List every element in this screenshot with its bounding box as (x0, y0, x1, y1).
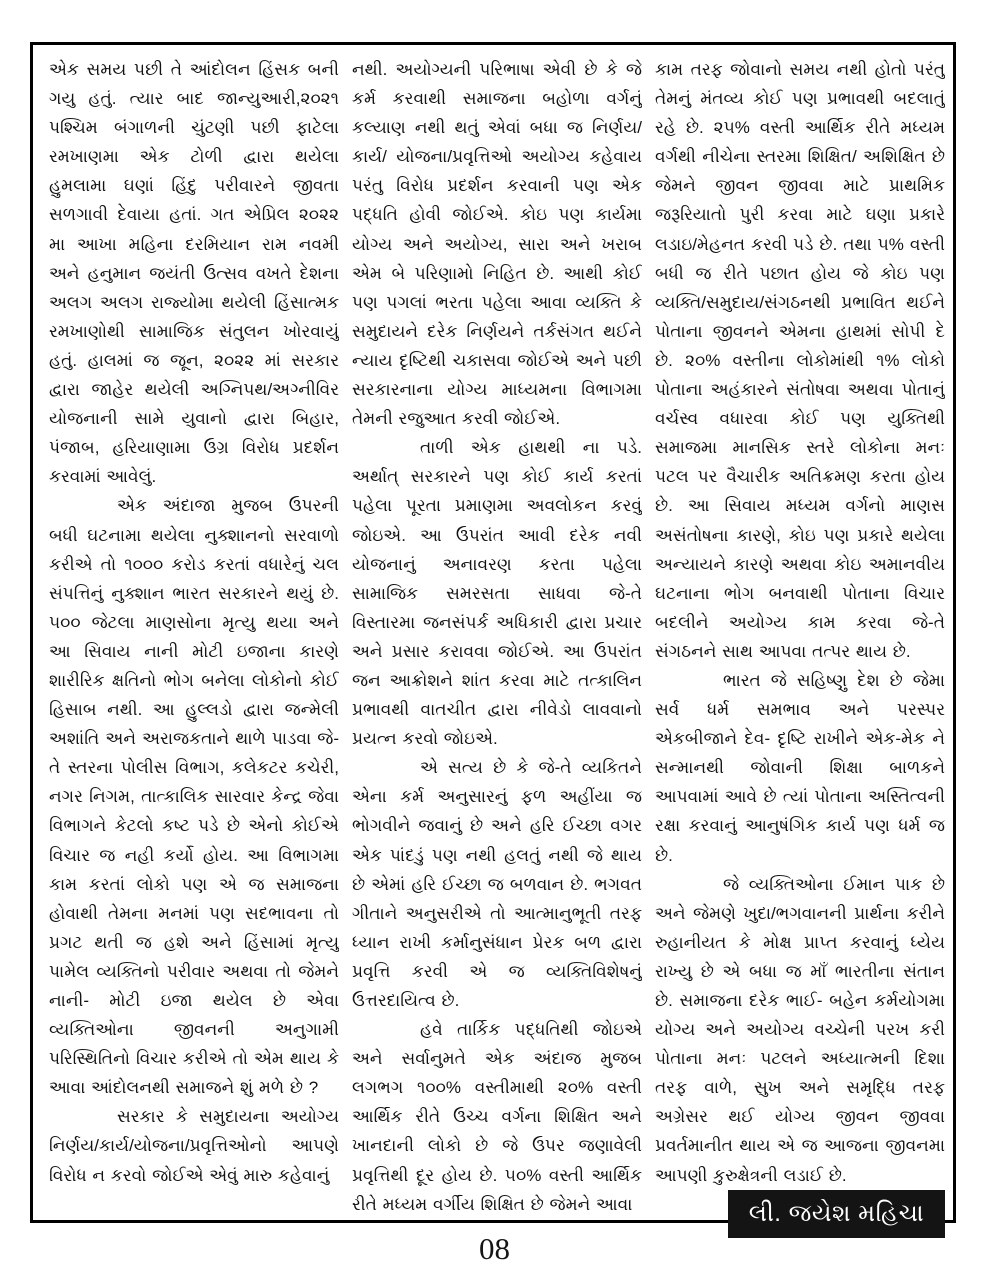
paragraph: એક અંદાજા મુજબ ઉપરની બધી ઘટનામા થયેલા નુક્શાનનો સરવાળો કરીએ તો ૧૦૦૦ કરોડ કરતાં વધારેનું ચલ સંપત્તિનું નુક્શાન ભારત સરકારને થયું છે. ૫૦૦ જેટલા માણસોના મૃત્યુ થયા અને આ સિવાય નાની મોટી ઇજાના કારણે શારીરિક ક્ષતિનો ભોગ બનેલા લોકોનો કોઈ હિસાબ નથી. આ હુલ્લડો દ્વારા જન્મેલી અશાંતિ અને અરાજકતાને થાળે પાડવા જે-તે સ્તરના પોલીસ વિભાગ, કલેકટર કચેરી, નગર નિગમ, તાત્કાલિક સારવાર કેન્દ્ર જેવા વિભાગને કેટલો કષ્ટ પડે છે એનો કોઈએ વિચાર જ નહી કર્યો હોય. આ વિભાગમા કામ કરતાં લોકો પણ એ જ સમાજના હોવાથી તેમના મનમાં પણ સદભાવના તો પ્રગટ થતી જ હશે અને હિંસામાં મૃત્યુ પામેલ વ્યક્તિનો પરીવાર અથવા તો જેમને નાની- મોટી ઇજા થયેલ છે એવા વ્યક્તિઓના જીવનની અનુગામી પરિસ્થિતિનો વિચાર કરીએ તો એમ થાય કે આવા આંદોલનથી સમાજને શું મળે છે ? (49, 496, 339, 1098)
text-column-1 (49, 55, 339, 1214)
paragraph: હવે તાર્કિક પદ્ધતિથી જોઇએ અને સર્વાનુમતે એક અંદાજ મુજબ લગભગ ૧૦૦% વસ્તીમાથી ૨૦% વસ્તી આર્થિક રીતે ઉચ્ચ વર્ગના શિક્ષિત અને ખાનદાની લોકો છે જે ઉપર જણાવેલી પ્રવૃત્તિથી દૂર હોય છે. ૫૦% વસ્તી આર્થિક રીતે મધ્યમ વર્ગીય શિક્ષિત છે જેમને આવા (352, 1020, 642, 1214)
paragraph: તાળી એક હાથથી ના પડે. અર્થાત્ સરકારને પણ કોઈ કાર્ય કરતાં પહેલા પૂરતા પ્રમાણમા અવલોકન કરવું જોઇએ. આ ઉપરાંત આવી દરેક નવી યોજનાનું અનાવરણ કરતા પહેલા સામાજિક સમરસતા સાધવા જે-તે વિસ્તારમા જનસંપર્ક અધિકારી દ્વારા પ્રચાર અને પ્રસાર કરાવવા જોઈએ. આ ઉપરાંત જન આક્રોશને શાંત કરવા માટે તત્કાલિન પ્રભાવથી વાતચીત દ્વારા નીવેડો લાવવાનો પ્રયત્ન કરવો જોઇએ. (352, 438, 642, 749)
paragraph: કામ તરફ જોવાનો સમય નથી હોતો પરંતુ તેમનું મંતવ્ય કોઈ પણ પ્રભાવથી બદલાતું રહે છે. ૨૫% વસ્તી આર્થિક રીતે મધ્યમ વર્ગથી નીચેના સ્તરમા શિક્ષિત/ અશિક્ષિત છે જેમને જીવન જીવવા માટે પ્રાથમિક જરૂરિયાતો પુરી કરવા માટે ઘણા પ્રકારે લડાઇ/મેહનત કરવી પડે છે. તથા ૫% વસ્તી બધી જ રીતે પછાત હોય જે કોઇ પણ વ્યક્તિ/સમુદાય/સંગઠનથી પ્રભાવિત થઈને પોતાના જીવનને એમના હાથમાં સોપી દે છે. ૨૦% વસ્તીના લોકોમાંથી ૧% લોકો પોતાના અહંકારને સંતોષવા અથવા પોતાનું વર્ચસ્વ વધારવા કોઈ પણ યુક્તિથી સમાજમા માનસિક સ્તરે લોકોના મનઃ પટલ પર વૈચારીક અતિક્રમણ કરતા હોય છે. આ સિવાય મધ્યમ વર્ગનો માણસ અસંતોષના કારણે, કોઇ પણ પ્રકારે થયેલા અન્યાયને કારણે અથવા કોઇ અમાનવીય ઘટનાના ભોગ બનવાથી પોતાના વિચાર બદલીને અયોગ્ય કામ કરવા જે-તે સંગઠનને સાથ આપવા તત્પર થાય છે. (655, 60, 945, 661)
page-number: 08 (479, 1231, 510, 1266)
paragraph: સરકાર કે સમુદાયના અયોગ્ય નિર્ણય/કાર્ય/યોજના/પ્રવૃત્તિઓનો આપણે વિરોધ ન કરવો જોઈએ એવું મારુ કહેવાનું (49, 1107, 339, 1185)
article-frame (30, 42, 956, 1223)
text-column-3 (655, 55, 945, 1214)
author-signature: લી. જયેશ મહિચા (728, 1190, 945, 1238)
paragraph: એક સમય પછી તે આંદોલન હિંસક બની ગયુ હતું. ત્યાર બાદ જાન્યુઆરી,૨૦૨૧ પશ્ચિમ બંગાળની ચુંટણી પછી ફાટેલા રમખાણમા એક ટોળી દ્વારા થયેલા હુમલામા ઘણાં હિંદુ પરીવારને જીવતા સળગાવી દેવાયા હતાં. ગત એપ્રિલ ૨૦૨૨ મા આખા મહિના દરમિયાન રામ નવમી અને હનુમાન જયંતી ઉત્સવ વખતે દેશના અલગ અલગ રાજ્યોમા થયેલી હિંસાત્મક રમખાણોથી સામાજિક સંતુલન ખોરવાયું હતું. હાલમાં જ જૂન, ૨૦૨૨ માં સરકાર દ્વારા જાહેર થયેલી અગ્નિપથ/અગ્નીવિર યોજનાની સામે યુવાનો દ્વારા બિહાર, પંજાબ, હરિયાણામા ઉગ્ર વિરોધ પ્રદર્શન કરવામાં આવેલું. (49, 60, 339, 487)
paragraph: જે વ્યક્તિઓના ઈમાન પાક છે અને જેમણે ખુદા/ભગવાનની પ્રાર્થના કરીને રુહાનીયત કે મોક્ષ પ્રાપ્ત કરવાનું ધ્યેય રાખ્યુ છે એ બધા જ માઁ ભારતીના સંતાન છે. સમાજના દરેક ભાઈ- બહેન કર્મયોગમા યોગ્ય અને અયોગ્ય વચ્ચેની પરખ કરી પોતાના મનઃ પટલને અધ્યાત્મની દિશા તરફ વાળે, સુખ અને સમૃદ્ધિ તરફ અગ્રેસર થઈ યોગ્ય જીવન જીવવા પ્રવર્તમાનીત થાય એ જ આજના જીવનમા આપણી કુરુક્ષેત્રની લડાઈ છે. (655, 874, 945, 1185)
text-column-2 (352, 55, 642, 1214)
paragraph: નથી. અયોગ્યની પરિભાષા એવી છે કે જે કર્મ કરવાથી સમાજના બહોળા વર્ગનું કલ્યાણ નથી થતું એવાં બધા જ નિર્ણય/ કાર્ય/ યોજના/પ્રવૃત્તિઓ અયોગ્ય કહેવાય પરંતુ વિરોધ પ્રદર્શન કરવાની પણ એક પદ્ધતિ હોવી જોઈએ. કોઇ પણ કાર્યમા યોગ્ય અને અયોગ્ય, સારા અને ખરાબ એમ બે પરિણામો નિહિત છે. આથી કોઈ પણ પગલાં ભરતા પહેલા આવા વ્યક્તિ કે સમુદાયને દરેક નિર્ણયને તર્કસંગત થઈને ન્યાય દૃષ્ટિથી ચકાસવા જોઈએ અને પછી સરકારનાના યોગ્ય માધ્યમના વિભાગમા તેમની રજુઆત કરવી જોઈએ. (352, 60, 642, 429)
paragraph: ભારત જે સહિષ્ણુ દેશ છે જેમા સર્વ ધર્મ સમભાવ અને પરસ્પર એકબીજાને દેવ- દૃષ્ટિ રાખીને એક-મેક ને સન્માનથી જોવાની શિક્ષા બાળકને આપવામાં આવે છે ત્યાં પોતાના અસ્તિત્વની રક્ષા કરવાનું આનુષંગિક કાર્ય પણ ધર્મ જ છે. (655, 670, 945, 865)
paragraph: એ સત્ય છે કે જે-તે વ્યકિતને એના કર્મ અનુસારનું ફળ અહીંયા જ ભોગવીને જવાનું છે અને હરિ ઈચ્છા વગર એક પાંદડું પણ નથી હલતું નથી જે થાય છે એમાં હરિ ઈચ્છા જ બળવાન છે. ભગવત ગીતાને અનુસરીએ તો આત્માનુભૂતી તરફ ધ્યાન રાખી કર્માનુસંધાન પ્રેરક બળ દ્વારા પ્રવૃત્તિ કરવી એ જ વ્યક્તિવિશેષનું ઉત્તરદાયિત્વ છે. (352, 758, 642, 1010)
